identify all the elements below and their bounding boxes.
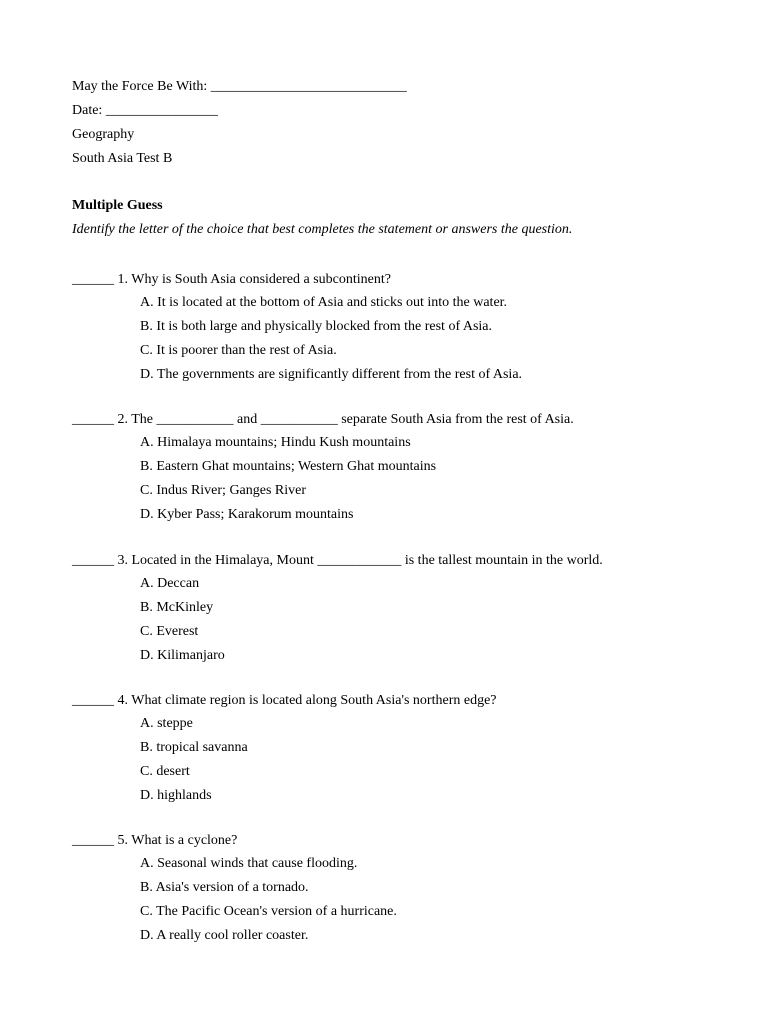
choice-c: C. Indus River; Ganges River <box>140 483 307 498</box>
section-title: Multiple Guess <box>72 198 163 213</box>
choice-c: C. desert <box>140 764 190 779</box>
choice-d: D. Kilimanjaro <box>140 648 225 663</box>
question-5 <box>72 833 712 943</box>
choice-d: D. highlands <box>140 788 212 803</box>
choice-a: A. Seasonal winds that cause flooding. <box>140 856 358 871</box>
choice-b: B. McKinley <box>140 600 214 615</box>
question-2 <box>72 412 712 522</box>
question-text: ______ 1. Why is South Asia considered a subcontinent? <box>72 272 391 287</box>
question-text: ______ 2. The ___________ and ___________ separate South Asia from the rest of Asia. <box>72 412 574 427</box>
choice-b: B. Eastern Ghat mountains; Western Ghat mountains <box>140 459 437 474</box>
choice-c: C. It is poorer than the rest of Asia. <box>140 343 337 358</box>
choice-a: A. steppe <box>140 716 193 731</box>
choice-b: B. tropical savanna <box>140 740 248 755</box>
choice-a: A. Himalaya mountains; Hindu Kush mountains <box>140 435 411 450</box>
question-4 <box>72 693 712 803</box>
question-text: ______ 4. What climate region is located along South Asia's northern edge? <box>72 693 497 708</box>
choice-c: C. Everest <box>140 624 199 639</box>
question-text: ______ 3. Located in the Himalaya, Mount ____________ is the tallest mountain in the world. <box>72 553 603 568</box>
subject-line: Geography <box>72 127 135 142</box>
date-line: Date: ________________ <box>72 103 218 118</box>
choice-d: D. The governments are significantly different from the rest of Asia. <box>140 367 523 382</box>
question-text: ______ 5. What is a cyclone? <box>72 833 238 848</box>
choice-a: A. It is located at the bottom of Asia and sticks out into the water. <box>140 295 508 310</box>
name-line: May the Force Be With: ____________________________ <box>72 79 407 94</box>
choice-a: A. Deccan <box>140 576 200 591</box>
choice-c: C. The Pacific Ocean's version of a hurricane. <box>140 904 397 919</box>
question-3 <box>72 553 712 663</box>
choice-b: B. It is both large and physically blocked from the rest of Asia. <box>140 319 493 334</box>
test-name-line: South Asia Test B <box>72 151 173 166</box>
question-1 <box>72 272 712 382</box>
choice-b: B. Asia's version of a tornado. <box>140 880 309 895</box>
section-instructions: Identify the letter of the choice that best completes the statement or answers the question. <box>72 222 573 237</box>
choice-d: D. Kyber Pass; Karakorum mountains <box>140 507 354 522</box>
choice-d: D. A really cool roller coaster. <box>140 928 309 943</box>
